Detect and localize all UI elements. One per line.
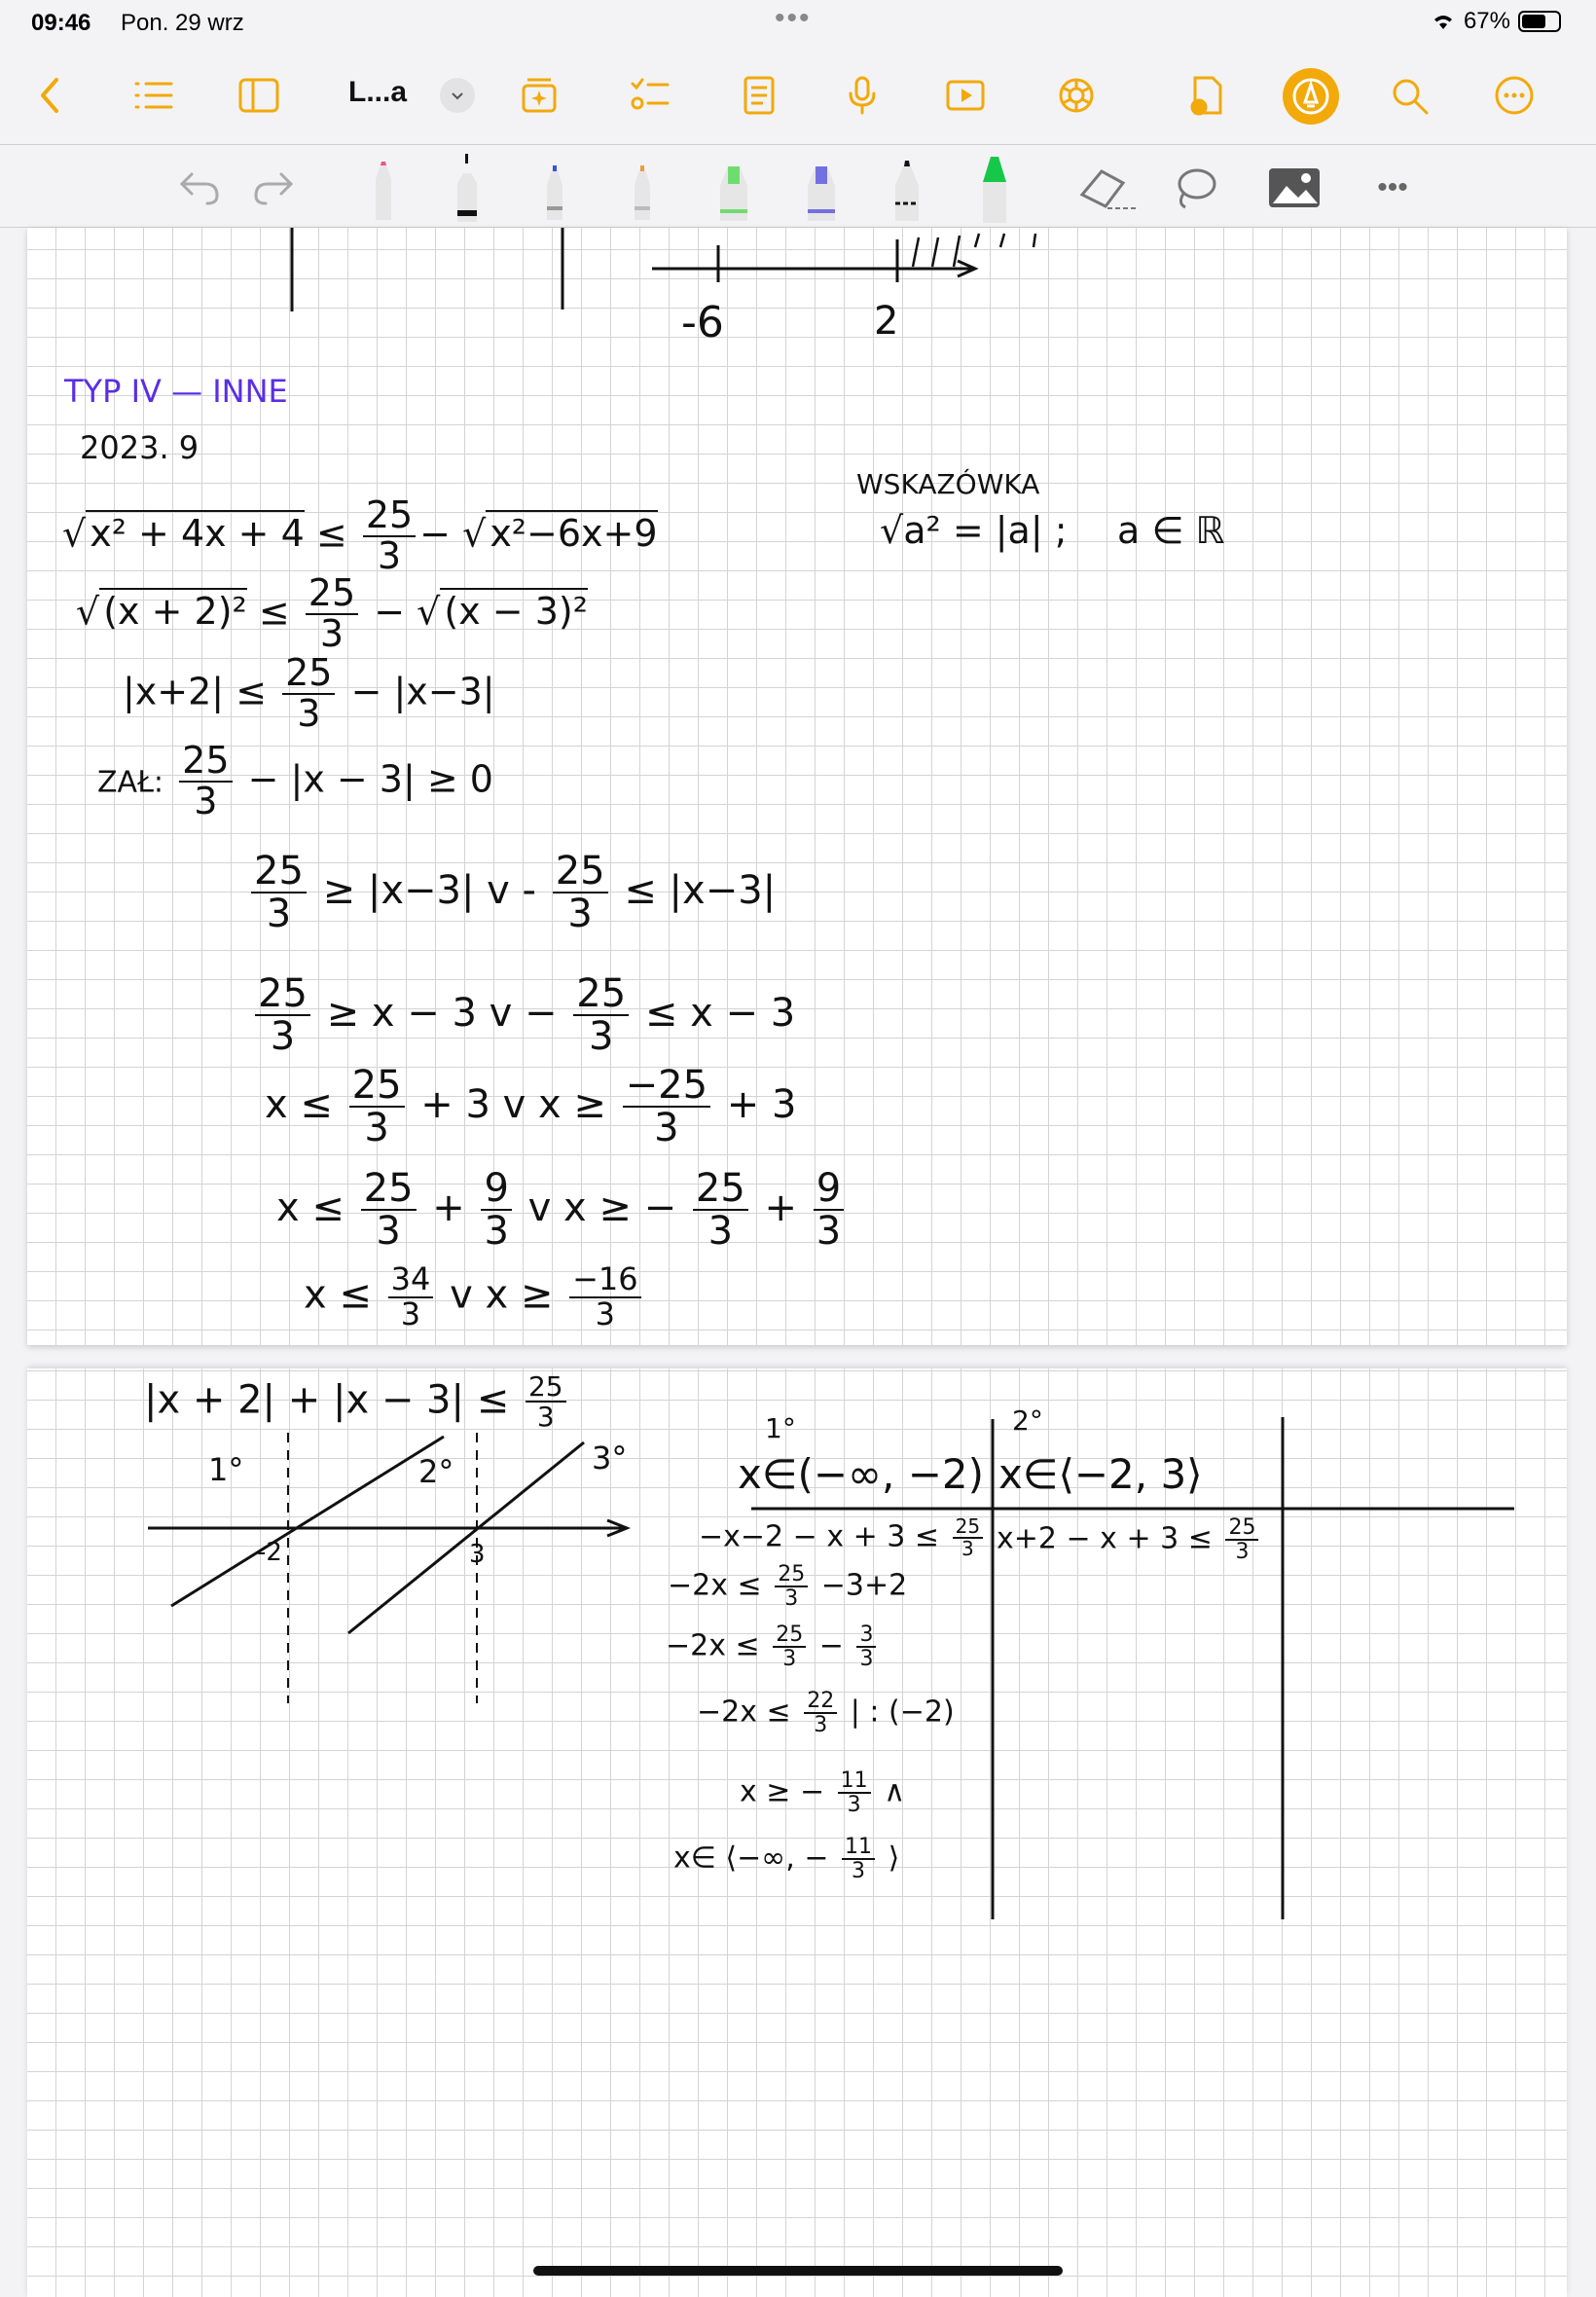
document-icon[interactable] <box>1179 70 1234 121</box>
document-title[interactable]: L...a <box>348 76 408 108</box>
note-page-1[interactable] <box>27 228 1567 1345</box>
graph-region-3: 3° <box>592 1440 628 1477</box>
main-inequality: |x + 2| + |x − 3| ≤ $\frac{25}{3}$ <box>144 1372 570 1432</box>
status-bar <box>0 0 1596 47</box>
equation-line-3: |x+2| ≤ $\frac{25}{3}$ − |x−3| <box>123 651 495 735</box>
wifi-icon <box>1431 12 1456 31</box>
note-page-2[interactable] <box>27 1368 1567 2297</box>
undo-icon[interactable] <box>175 155 224 221</box>
purple-highlighter[interactable] <box>800 155 843 221</box>
status-right <box>1431 8 1561 35</box>
back-chevron-icon[interactable] <box>23 70 78 121</box>
notes-icon[interactable] <box>732 70 786 121</box>
pink-marker[interactable] <box>364 155 403 221</box>
play-icon[interactable] <box>938 70 993 121</box>
graph-x-3: 3 <box>469 1540 486 1569</box>
axis-label-minus6: -6 <box>681 298 724 347</box>
black-dashed-pen[interactable] <box>886 155 928 221</box>
case-1-step-4: −2x ≤ $\frac{22}{3}$ | : (−2) <box>697 1689 955 1738</box>
case-2-step-1: x+2 − x + 3 ≤ $\frac{25}{3}$ <box>997 1516 1262 1563</box>
graph-region-1: 1° <box>208 1451 244 1488</box>
case-1-step-3: −2x ≤ $\frac{25}{3}$ − $\frac{3}{3}$ <box>666 1623 880 1670</box>
case-1-range: x∈(−∞, −2) <box>738 1450 985 1498</box>
pen-tray <box>0 145 1596 228</box>
list-icon[interactable] <box>127 70 181 121</box>
status-time: 09:46 <box>31 10 91 36</box>
equation-line-9: x ≤ $\frac{34}{3}$ v x ≥ $\frac{-16}{3}$ <box>304 1263 645 1331</box>
sidebar-icon[interactable] <box>232 70 286 121</box>
equation-line-8: x ≤ $\frac{25}{3}$ + $\frac{9}{3}$ v x ≥ − $\frac{25}{3}$ + $\frac{9}{3}$ <box>276 1168 848 1252</box>
case-1-step-5: x ≥ − $\frac{11}{3}$ ∧ <box>740 1768 906 1818</box>
case-1-step-1: −x−2 − x + 3 ≤ $\frac{25}{3}$ <box>699 1516 987 1559</box>
toolbar <box>0 47 1596 145</box>
case-1-result: x∈ ⟨−∞, − $\frac{11}{3}$ ⟩ <box>673 1835 900 1884</box>
search-icon[interactable] <box>1382 70 1436 121</box>
hint-formula: √a² = |a| ; <box>880 509 1068 552</box>
home-indicator[interactable] <box>533 2266 1063 2276</box>
equation-line-5: $\frac{25}{3}$ ≥ |x−3| v - $\frac{25}{3}$ ≤ |x−3| <box>247 851 776 934</box>
axis-label-2: 2 <box>874 299 899 344</box>
black-fineliner[interactable] <box>450 155 489 221</box>
more-icon[interactable] <box>1487 70 1542 121</box>
case-1-label: 1° <box>765 1412 796 1444</box>
checklist-icon[interactable] <box>623 70 677 121</box>
battery-fill <box>1522 15 1545 28</box>
microphone-icon[interactable] <box>835 70 889 121</box>
pen-icon[interactable] <box>1283 68 1339 125</box>
green-pen[interactable] <box>973 155 1016 221</box>
green-highlighter[interactable] <box>712 155 755 221</box>
hint-domain: a ∈ ℝ <box>1117 509 1225 552</box>
battery-percent: 67% <box>1463 8 1510 34</box>
more-icon[interactable]: ••• <box>1377 171 1408 203</box>
gray-pen[interactable] <box>537 155 576 221</box>
task-number: 2023. 9 <box>80 429 200 466</box>
case-1-step-2: −2x ≤ $\frac{25}{3}$ −3+2 <box>668 1562 908 1612</box>
battery-icon <box>1518 11 1561 32</box>
case-2-range: x∈⟨−2, 3⟩ <box>998 1450 1203 1498</box>
equation-line-7: x ≤ $\frac{25}{3}$ + 3 v x ≥ $\frac{-25}{3}$ + 3 <box>265 1063 797 1150</box>
equation-line-4: ZAŁ: $\frac{25}{3}$ − |x − 3| ≥ 0 <box>97 739 493 822</box>
orange-pen[interactable] <box>625 155 664 221</box>
equation-line-6: $\frac{25}{3}$ ≥ x − 3 v − $\frac{25}{3}$ ≤ x − 3 <box>251 973 795 1057</box>
eraser-icon[interactable] <box>1076 155 1141 221</box>
chatgpt-icon[interactable] <box>1049 70 1104 121</box>
image-icon[interactable] <box>1265 155 1324 221</box>
title-dropdown-icon[interactable] <box>440 78 475 113</box>
graph-x-minus2: -2 <box>257 1538 282 1567</box>
equation-line-1: √ x² + 4x + 4 ≤ $\frac{25}{3}$ − √ x²−6x+9 <box>62 493 658 577</box>
multitask-dots-icon[interactable]: ••• <box>775 2 812 34</box>
equation-line-2: √ (x + 2)² ≤ $\frac{25}{3}$ − √ (x − 3)² <box>76 571 588 655</box>
status-date: Pon. 29 wrz <box>121 10 244 36</box>
sparkle-template-icon[interactable] <box>512 70 566 121</box>
number-line-drawing <box>27 228 1567 364</box>
case-2-label: 2° <box>1012 1404 1043 1437</box>
graph-region-2: 2° <box>418 1453 454 1490</box>
section-heading: TYP IV — INNE <box>64 373 288 410</box>
hint-title: WSKAZÓWKA <box>856 468 1040 500</box>
lasso-icon[interactable] <box>1168 155 1220 221</box>
redo-icon[interactable] <box>249 155 298 221</box>
